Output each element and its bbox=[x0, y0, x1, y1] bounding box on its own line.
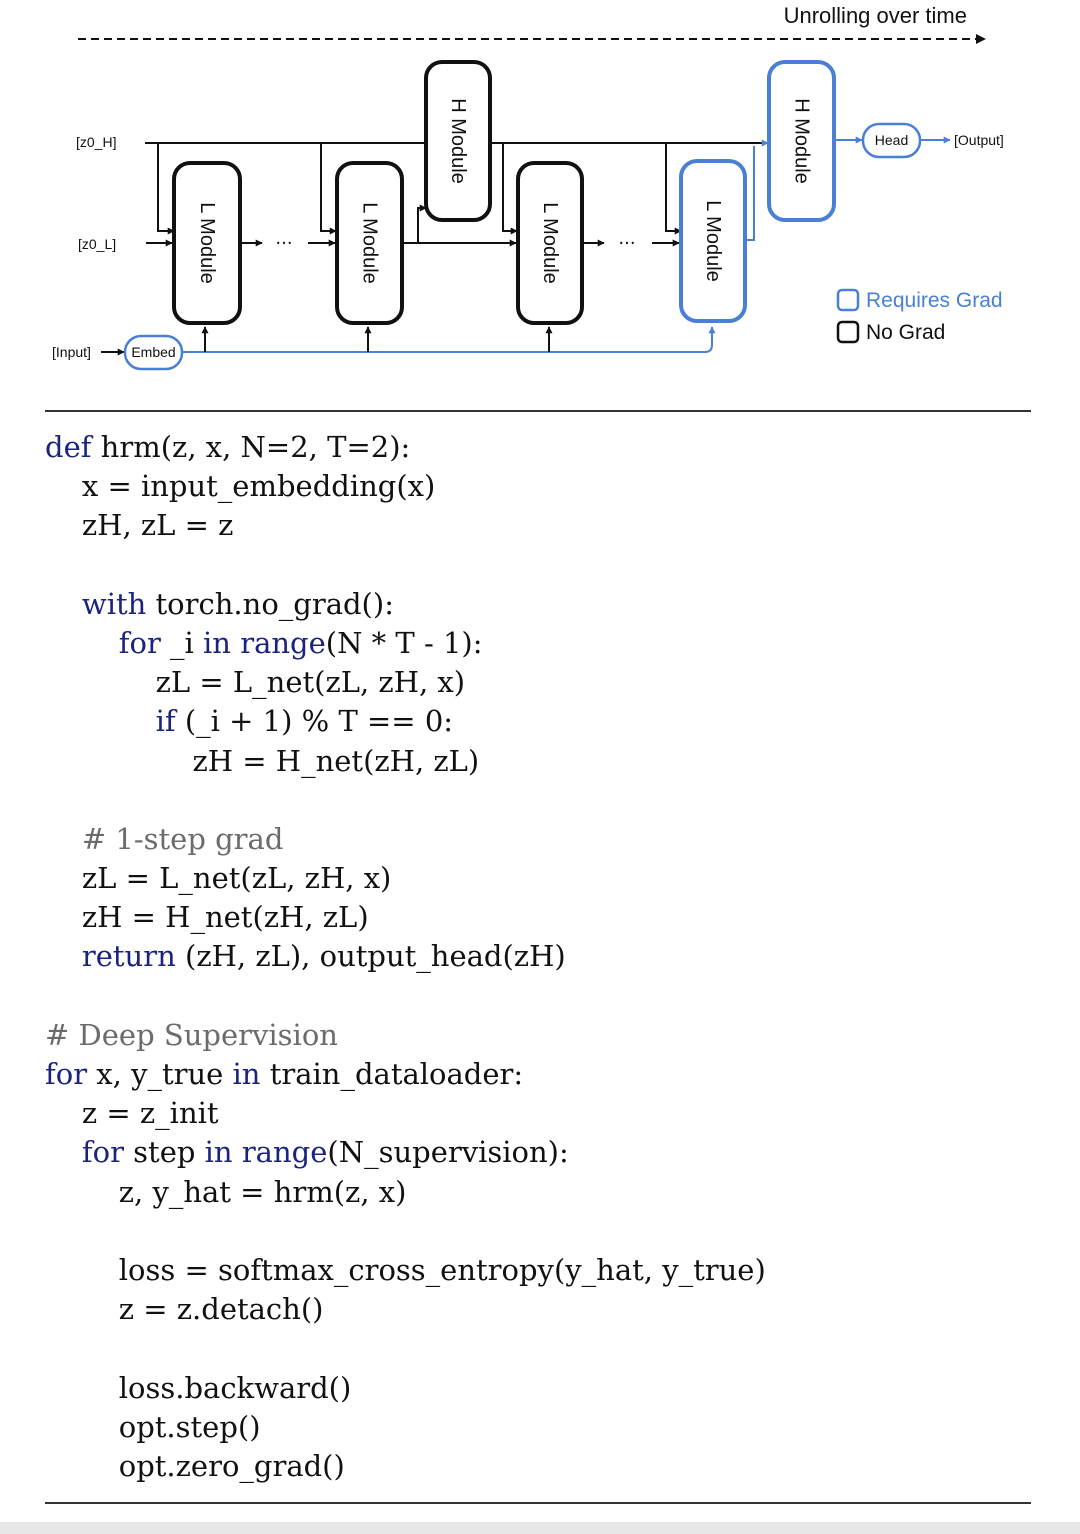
code-keyword: in bbox=[203, 625, 231, 660]
l-module-3-label: L Module bbox=[539, 202, 561, 284]
code-line bbox=[45, 1055, 766, 1094]
code-keyword: with bbox=[81, 586, 147, 621]
bottom-strip bbox=[0, 1522, 1080, 1534]
h-module-2 bbox=[769, 62, 834, 220]
unrolling-label: Unrolling over time bbox=[783, 3, 967, 28]
l-module-2 bbox=[337, 163, 402, 323]
code-line bbox=[45, 742, 766, 781]
code-text: x, y_true bbox=[87, 1057, 233, 1091]
code-text: zH, zL = z bbox=[45, 508, 234, 543]
ellipsis-1: ··· bbox=[275, 233, 293, 254]
code-keyword: for bbox=[81, 1135, 124, 1170]
legend-requires-grad-swatch bbox=[838, 290, 858, 310]
code-text: _i bbox=[160, 625, 204, 660]
code-text bbox=[45, 1135, 82, 1169]
code-text: hrm(z, x, N=2, T=2): bbox=[91, 430, 411, 464]
l-module-1-label: L Module bbox=[196, 202, 218, 284]
code-text bbox=[45, 939, 82, 973]
code-line bbox=[45, 977, 766, 1016]
code-text: loss.backward() bbox=[45, 1370, 352, 1405]
code-text: zH = H_net(zH, zL) bbox=[45, 900, 369, 935]
code-text: train_dataloader: bbox=[260, 1057, 524, 1091]
z0-h-label: [z0_H] bbox=[76, 134, 117, 150]
code-text bbox=[45, 704, 156, 738]
code-text bbox=[45, 626, 119, 660]
code-line bbox=[45, 1329, 766, 1368]
l-module-4-label: L Module bbox=[702, 200, 724, 282]
code-text: zH = H_net(zH, zL) bbox=[45, 743, 480, 778]
top-divider bbox=[45, 410, 1031, 412]
code-line bbox=[45, 1251, 766, 1290]
code-line bbox=[45, 663, 766, 702]
code-comment: # Deep Supervision bbox=[45, 1017, 338, 1052]
code-text: zL = L_net(zL, zH, x) bbox=[45, 665, 466, 700]
zh-drop-3 bbox=[503, 143, 517, 231]
code-text: opt.zero_grad() bbox=[45, 1448, 345, 1483]
code-text: opt.step() bbox=[45, 1409, 261, 1444]
head-label: Head bbox=[874, 132, 909, 148]
code-keyword: in bbox=[204, 1135, 233, 1170]
l-module-1 bbox=[174, 163, 240, 323]
code-keyword: for bbox=[118, 625, 161, 660]
code-keyword: range bbox=[241, 1135, 328, 1170]
h-module-1 bbox=[426, 62, 490, 220]
code-text: step bbox=[123, 1135, 205, 1170]
h-module-2-label: H Module bbox=[790, 98, 813, 184]
embed-label: Embed bbox=[131, 344, 176, 360]
legend-no-grad-swatch bbox=[838, 322, 858, 342]
embed-bus-line bbox=[182, 327, 712, 352]
code-keyword: for bbox=[45, 1057, 88, 1091]
code-keyword: range bbox=[240, 625, 326, 660]
legend-no-grad-label: No Grad bbox=[866, 321, 946, 344]
zh-drop-2 bbox=[321, 143, 336, 231]
code-line bbox=[45, 467, 766, 506]
code-line bbox=[45, 1369, 766, 1408]
code-line bbox=[45, 702, 766, 741]
code-line bbox=[45, 898, 766, 937]
code-text bbox=[45, 587, 82, 621]
code-line bbox=[45, 820, 766, 859]
code-text: zL = L_net(zL, zH, x) bbox=[45, 861, 392, 896]
code-text: (zH, zL), output_head(zH) bbox=[175, 939, 566, 974]
code-line bbox=[45, 1290, 766, 1329]
code-line bbox=[45, 1173, 766, 1212]
l-module-3 bbox=[518, 163, 582, 323]
code-text: (_i + 1) % T == 0: bbox=[175, 704, 454, 739]
code-line bbox=[45, 1133, 766, 1172]
code-comment: # 1-step grad bbox=[45, 821, 284, 856]
code-text: (N * T - 1): bbox=[325, 625, 483, 660]
zh-drop-4 bbox=[666, 143, 681, 231]
code-line bbox=[45, 546, 766, 585]
h-module-1-label: H Module bbox=[447, 98, 469, 184]
l-module-4 bbox=[681, 161, 745, 321]
code-line bbox=[45, 859, 766, 898]
code-text bbox=[233, 1135, 242, 1169]
code-line bbox=[45, 585, 766, 624]
code-line bbox=[45, 1212, 766, 1251]
code-line bbox=[45, 1408, 766, 1447]
hrm-diagram bbox=[0, 0, 1080, 400]
code-keyword: return bbox=[81, 939, 176, 974]
code-text: x = input_embedding(x) bbox=[45, 469, 436, 504]
input-label: [Input] bbox=[52, 344, 91, 360]
code-line bbox=[45, 506, 766, 545]
code-keyword: in bbox=[232, 1057, 261, 1091]
code-line bbox=[45, 937, 766, 976]
code-text bbox=[231, 626, 240, 660]
code-text: torch.no_grad(): bbox=[146, 586, 394, 621]
code-line bbox=[45, 1016, 766, 1055]
code-keyword: if bbox=[155, 704, 176, 739]
code-text: z = z.detach() bbox=[45, 1292, 324, 1327]
code-text: loss = softmax_cross_entropy(y_hat, y_true) bbox=[45, 1252, 766, 1287]
code-line bbox=[45, 781, 766, 820]
l-module-2-label: L Module bbox=[358, 202, 381, 284]
legend-requires-grad-label: Requires Grad bbox=[866, 289, 1003, 312]
code-line bbox=[45, 1447, 766, 1486]
code-line bbox=[45, 1094, 766, 1133]
output-label: [Output] bbox=[954, 132, 1004, 148]
code-line bbox=[45, 428, 766, 467]
code-text: z, y_hat = hrm(z, x) bbox=[45, 1174, 407, 1209]
bottom-divider bbox=[45, 1502, 1031, 1504]
code-line bbox=[45, 624, 766, 663]
ellipsis-2: ··· bbox=[618, 233, 636, 254]
zh-drop-1 bbox=[158, 143, 174, 231]
code-keyword: def bbox=[45, 430, 92, 464]
code-text: z = z_init bbox=[45, 1096, 219, 1131]
z0-l-label: [z0_L] bbox=[78, 236, 117, 252]
code-block bbox=[45, 428, 766, 1486]
code-text: (N_supervision): bbox=[327, 1135, 569, 1170]
legend bbox=[838, 289, 1003, 344]
